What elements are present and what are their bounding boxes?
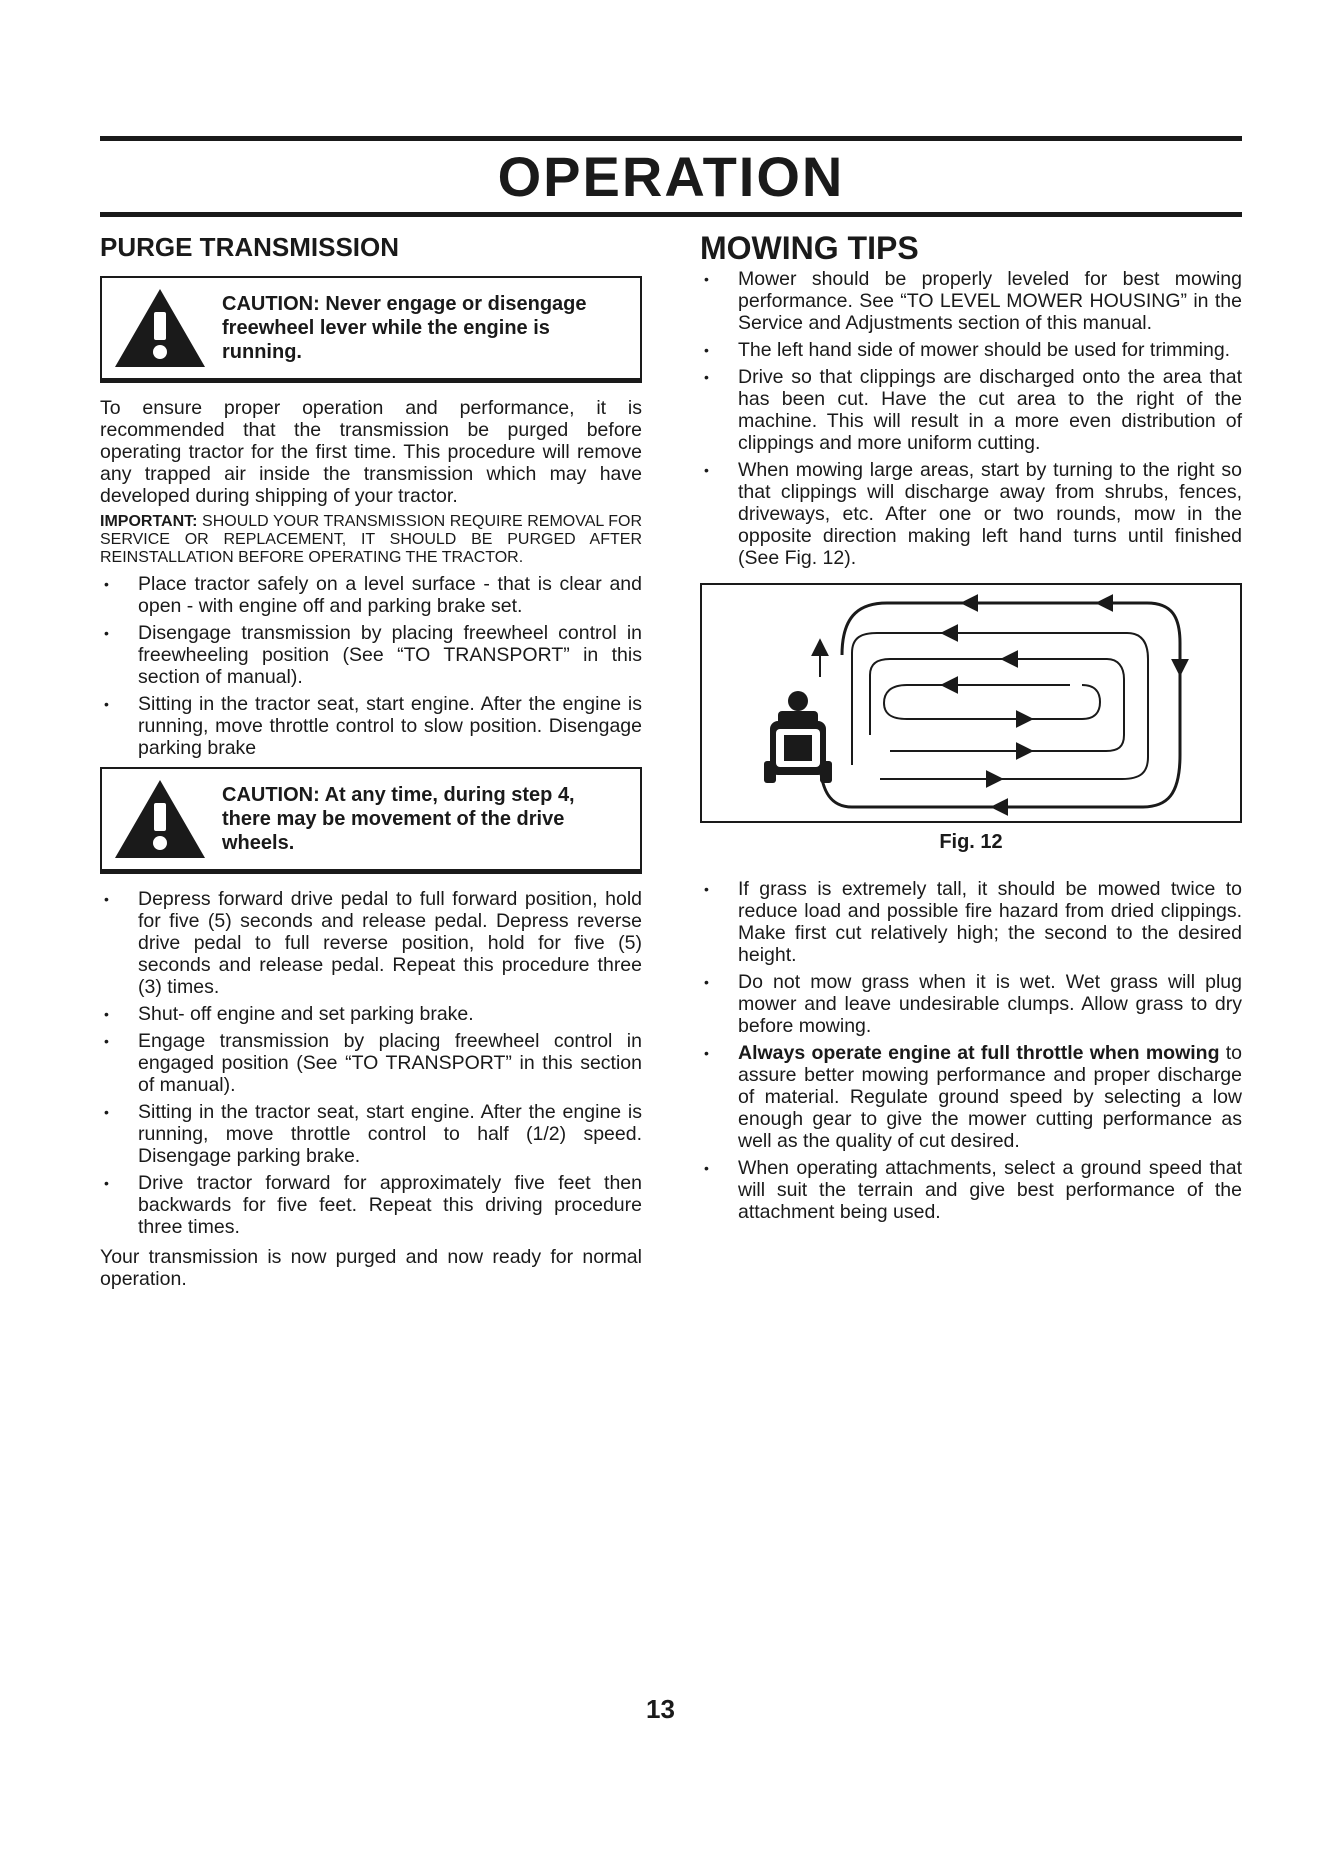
caution-text-drive-wheels: CAUTION: At any time, during step 4, there may be movement of the drive wheels. xyxy=(222,784,575,854)
figure-12-mowing-pattern xyxy=(700,583,1242,823)
caution-box-drive-wheels xyxy=(100,767,642,874)
list-item: • Sitting in the tractor seat, start engine. After the engine is running, move throttle control to slow position. Disengage parking brake xyxy=(100,693,642,759)
list-item: • Sitting in the tractor seat, start engine. After the engine is running, move throttle control to half (1/2) speed. Disengage parking brake. xyxy=(100,1101,642,1167)
second-mowing-path xyxy=(852,633,1148,779)
important-label: IMPORTANT: xyxy=(100,513,198,530)
caution-box-freewheel xyxy=(100,276,642,383)
list-item: • Place tractor safely on a level surface - that is clear and open - with engine off and parking brake set. xyxy=(100,573,642,617)
throttle-bold-text: Always operate engine at full throttle when mowing xyxy=(738,1042,1220,1064)
inner-mowing-path xyxy=(884,685,1100,719)
top-rule xyxy=(100,136,1242,141)
warning-triangle-icon xyxy=(112,286,208,370)
mowing-tips-list-b xyxy=(700,878,1242,1223)
warning-triangle-icon xyxy=(112,777,208,861)
purge-closing-paragraph: Your transmission is now purged and now ready for normal operation. xyxy=(100,1246,642,1290)
list-item: • Engage transmission by placing freewheel control in engaged position (See “TO TRANSPORT” in this section of manual). xyxy=(100,1030,642,1096)
purge-steps-list-b xyxy=(100,888,642,1238)
mowing-tips-list-a xyxy=(700,268,1242,569)
page-number: 13 xyxy=(646,1694,675,1724)
header-bottom-rule xyxy=(100,212,1242,217)
right-column xyxy=(700,232,1242,1231)
purge-steps-list-a xyxy=(100,573,642,759)
list-item: • When operating attachments, select a ground speed that will suit the terrain and give best performance of the attachment being used. xyxy=(700,1157,1242,1223)
figure-caption: Fig. 12 xyxy=(939,831,1003,853)
purge-intro-paragraph: To ensure proper operation and performance, it is recommended that the transmission be purged before operating tractor for the first time. This procedure will remove any trapped air inside the transmission which may have developed during shipping of your tractor. xyxy=(100,397,642,507)
mowing-tips-heading: MOWING TIPS xyxy=(700,230,919,266)
list-item: • Depress forward drive pedal to full forward position, hold for five (5) seconds and release pedal. Depress reverse drive pedal to full reverse position, hold for five (5) seconds and release pedal. Repeat this procedure three (3) times. xyxy=(100,888,642,998)
list-item: • Shut- off engine and set parking brake. xyxy=(100,1003,642,1025)
list-item: • The left hand side of mower should be used for trimming. xyxy=(700,339,1242,361)
list-item-throttle xyxy=(700,1042,1242,1152)
list-item: • When mowing large areas, start by turning to the right so that clippings will discharge away from shrubs, fences, driveways, etc. After one or two rounds, mow in the opposite direction making left hand turns until finished (See Fig. 12). xyxy=(700,459,1242,569)
list-item: • Drive so that clippings are discharged onto the area that has been cut. Have the cut area to the right of the machine. This will result in a more even distribution of clippings and more uniform cutting. xyxy=(700,366,1242,454)
list-item: • Disengage transmission by placing freewheel control in freewheeling position (See “TO TRANSPORT” in this section of manual). xyxy=(100,622,642,688)
list-item: • If grass is extremely tall, it should be mowed twice to reduce load and possible fire hazard from dried clippings. Make first cut relatively high; the second to the desired height. xyxy=(700,878,1242,966)
purge-transmission-heading: PURGE TRANSMISSION xyxy=(100,232,400,262)
third-mowing-path xyxy=(870,659,1124,751)
list-item: • Drive tractor forward for approximately five feet then backwards for five feet. Repeat this driving procedure three times. xyxy=(100,1172,642,1238)
mowing-pattern-diagram xyxy=(702,585,1240,817)
list-item: • Mower should be properly leveled for best mowing performance. See “TO LEVEL MOWER HOUSING” in the Service and Adjustments section of this manual. xyxy=(700,268,1242,334)
page-title: OPERATION xyxy=(497,145,845,208)
list-item: • Do not mow grass when it is wet. Wet grass will plug mower and leave undesirable clumps. Allow grass to dry before mowing. xyxy=(700,971,1242,1037)
important-text: SHOULD YOUR TRANSMISSION REQUIRE REMOVAL FOR SERVICE OR REPLACEMENT, IT SHOULD BE PURGED AFTER REINSTALLATION BEFORE OPERATING THE TRACTOR. xyxy=(100,513,642,566)
throttle-rest-text: to assure better mowing performance and proper discharge of material. Regulate ground speed by selecting a low enough gear to give the mower cutting performance as well as the quality of cut desired. xyxy=(738,1042,1242,1152)
tractor-icon xyxy=(764,691,832,783)
left-column xyxy=(100,232,642,1296)
important-note xyxy=(100,513,642,567)
caution-text-freewheel: CAUTION: Never engage or disengage freewheel lever while the engine is running. xyxy=(222,293,587,363)
